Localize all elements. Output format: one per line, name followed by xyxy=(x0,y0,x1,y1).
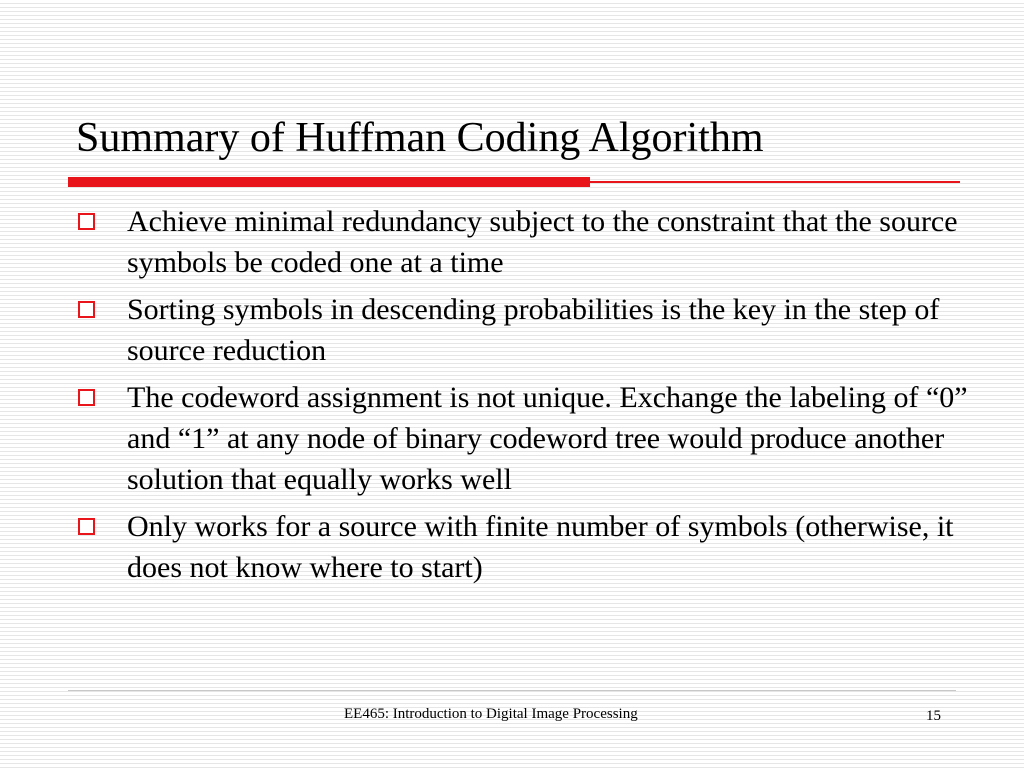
hollow-square-bullet-icon xyxy=(78,301,95,318)
bullet-item xyxy=(78,506,978,588)
bullet-item xyxy=(78,289,978,371)
bullet-text: Only works for a source with finite number of symbols (otherwise, it does not know where to start) xyxy=(127,510,954,584)
bullet-text: The codeword assignment is not unique. Exchange the labeling of “0” and “1” at any node of binary codeword tree would produce another solution that equally works well xyxy=(127,381,968,496)
bullet-list xyxy=(78,201,978,594)
bullet-item xyxy=(78,201,978,283)
title-underline-thin xyxy=(590,181,960,183)
title-underline-thick xyxy=(68,177,590,187)
bullet-text: Achieve minimal redundancy subject to the constraint that the source symbols be coded one at a time xyxy=(127,205,958,279)
hollow-square-bullet-icon xyxy=(78,213,95,230)
bullet-text: Sorting symbols in descending probabilities is the key in the step of source reduction xyxy=(127,293,940,367)
slide-title: Summary of Huffman Coding Algorithm xyxy=(76,115,764,161)
hollow-square-bullet-icon xyxy=(78,389,95,406)
hollow-square-bullet-icon xyxy=(78,518,95,535)
footer-divider xyxy=(68,690,956,691)
footer-course-title: EE465: Introduction to Digital Image Processing xyxy=(344,706,638,722)
bullet-item xyxy=(78,377,978,500)
page-number: 15 xyxy=(926,708,941,724)
